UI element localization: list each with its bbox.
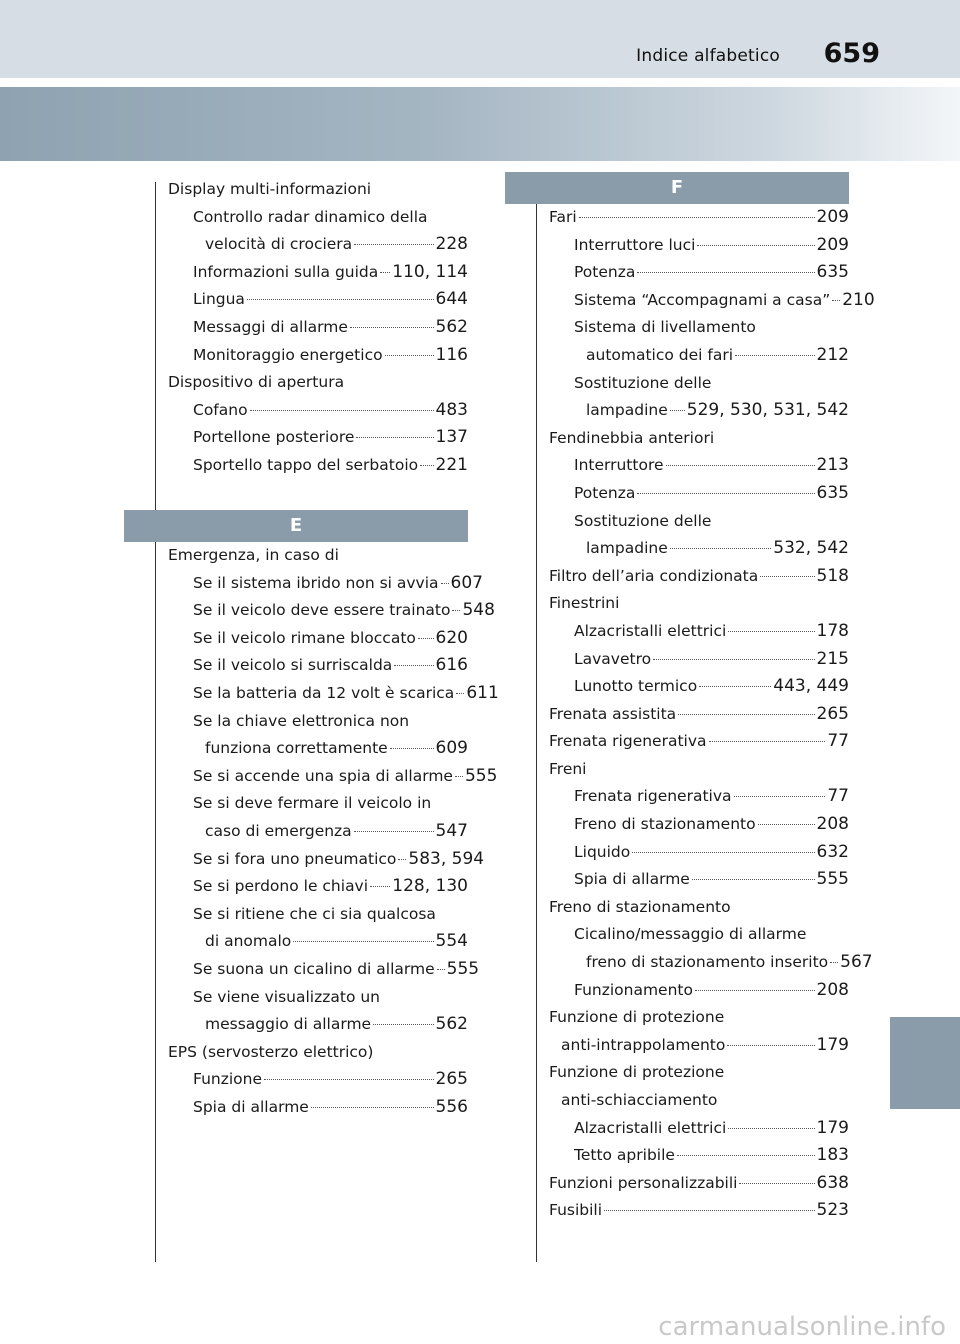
- leader-dots: [709, 741, 826, 742]
- entry-text: Se si accende una spia di allarme: [193, 766, 453, 785]
- index-entry: [168, 625, 468, 653]
- leader-dots: [677, 1155, 815, 1156]
- entry-text: lampadine: [586, 401, 668, 420]
- entry-page: 583, 594: [408, 848, 485, 869]
- leader-dots: [293, 941, 433, 942]
- entry-text: Liquido: [574, 842, 631, 861]
- entry-page: 567: [840, 952, 873, 973]
- leader-dots: [398, 859, 406, 860]
- index-entry: [168, 259, 468, 287]
- index-entry: [168, 597, 495, 625]
- entry-text: caso di emergenza: [205, 821, 352, 840]
- entry-text: anti-intrappolamento: [561, 1035, 726, 1054]
- leader-dots: [604, 1210, 815, 1211]
- entry-page: 221: [435, 454, 468, 475]
- index-entry: [549, 204, 849, 232]
- entry-page: 77: [827, 786, 849, 807]
- index-entry: Display multi-informazioni: [168, 180, 372, 198]
- leader-dots: [264, 1079, 434, 1080]
- leader-dots: [637, 493, 814, 494]
- entry-page: 215: [816, 648, 849, 669]
- index-entry: [549, 866, 849, 894]
- index-entry: [549, 783, 849, 811]
- index-entry: [168, 846, 485, 874]
- leader-dots: [394, 665, 433, 666]
- entry-page: 116: [435, 344, 468, 365]
- index-entry: Freno di stazionamento: [549, 897, 731, 916]
- entry-text: Se suona un cicalino di allarme: [193, 959, 435, 978]
- leader-dots: [452, 610, 460, 611]
- entry-page: 210: [842, 289, 875, 310]
- entry-page: 529, 530, 531, 542: [686, 400, 849, 421]
- left-column-d: [168, 176, 468, 480]
- entry-page: 213: [816, 455, 849, 476]
- entry-page: 555: [464, 765, 498, 786]
- entry-page: 554: [435, 931, 468, 952]
- entry-text: Interruttore luci: [574, 235, 696, 254]
- entry-text: Potenza: [574, 483, 636, 502]
- leader-dots: [354, 831, 434, 832]
- entry-text: Funzioni personalizzabili: [549, 1173, 738, 1192]
- entry-page: 183: [816, 1145, 849, 1166]
- index-entry: Emergenza, in caso di: [168, 546, 339, 564]
- leader-dots: [653, 659, 814, 660]
- entry-page: 265: [435, 1069, 468, 1090]
- index-entry: [549, 839, 849, 867]
- index-entry: [549, 535, 849, 563]
- leader-dots: [692, 879, 815, 880]
- right-divider: [536, 204, 537, 1262]
- index-entry: [549, 701, 849, 729]
- entry-text: Sportello tappo del serbatoio: [193, 455, 419, 474]
- leader-dots: [350, 327, 434, 328]
- index-entry: EPS (servosterzo elettrico): [168, 1042, 374, 1061]
- leader-dots: [735, 355, 815, 356]
- index-entry: Fendinebbia anteriori: [549, 428, 715, 447]
- entry-text: Se si perdono le chiavi: [193, 877, 369, 896]
- index-entry: Finestrini: [549, 594, 620, 613]
- index-entry: [549, 977, 849, 1005]
- entry-text: di anomalo: [205, 932, 292, 951]
- index-entry: [168, 1011, 468, 1039]
- entry-text: Fari: [549, 208, 577, 226]
- entry-page: 518: [816, 565, 849, 586]
- entry-page: 632: [816, 841, 849, 862]
- entry-text: Se il veicolo rimane bloccato: [193, 628, 416, 647]
- entry-text: Funzionamento: [574, 980, 693, 999]
- index-entry: Sostituzione delle: [574, 373, 712, 392]
- entry-page: 532, 542: [773, 538, 849, 559]
- index-entry: [549, 618, 849, 646]
- side-thumb-tab: [890, 1017, 960, 1109]
- entry-text: Monitoraggio energetico: [193, 345, 383, 364]
- leader-dots: [456, 693, 464, 694]
- entry-text: Interruttore: [574, 456, 664, 475]
- index-entry: [168, 652, 468, 680]
- entry-text: Fusibili: [549, 1201, 603, 1220]
- entry-text: lampadine: [586, 539, 668, 558]
- entry-page: 607: [450, 572, 483, 593]
- entry-text: Lingua: [193, 290, 245, 309]
- index-entry: Se viene visualizzato un: [193, 987, 380, 1006]
- index-entry: [549, 342, 849, 370]
- index-entry: [549, 673, 849, 701]
- index-entry: Dispositivo di apertura: [168, 373, 345, 392]
- index-entry: [549, 1032, 849, 1060]
- entry-page: 562: [435, 316, 468, 337]
- entry-page: 644: [435, 289, 468, 310]
- leader-dots: [637, 272, 814, 273]
- entry-page: 209: [816, 207, 849, 227]
- leader-dots: [760, 576, 814, 577]
- entry-text: Filtro dell’aria condizionata: [549, 566, 759, 585]
- entry-text: Potenza: [574, 263, 636, 282]
- leader-dots: [373, 1024, 433, 1025]
- leader-dots: [385, 355, 434, 356]
- index-entry: anti-schiacciamento: [561, 1091, 718, 1109]
- entry-page: 179: [816, 1117, 849, 1138]
- leader-dots: [441, 583, 449, 584]
- index-entry: [549, 728, 849, 756]
- entry-page: 110, 114: [392, 261, 468, 282]
- entry-text: funziona correttamente: [205, 739, 388, 758]
- index-entry: [168, 570, 483, 598]
- entry-page: 265: [816, 703, 849, 724]
- entry-text: Frenata rigenerativa: [549, 732, 707, 751]
- leader-dots: [670, 410, 685, 411]
- leader-dots: [666, 465, 815, 466]
- index-entry: [168, 231, 468, 259]
- watermark: carmanualsonline.info: [658, 1312, 946, 1342]
- entry-page: 547: [435, 820, 468, 841]
- entry-text: velocità di crociera: [205, 235, 353, 254]
- right-column-f: [549, 204, 875, 1225]
- index-entry: Cicalino/messaggio di allarme: [574, 925, 807, 944]
- entry-text: Se il veicolo deve essere trainato: [193, 601, 451, 620]
- index-entry: [549, 1142, 849, 1170]
- leader-dots: [455, 776, 463, 777]
- entry-text: Alzacristalli elettrici: [574, 1118, 727, 1137]
- index-entry: [549, 232, 849, 260]
- entry-page: 179: [816, 1034, 849, 1055]
- entry-page: 523: [816, 1200, 849, 1221]
- entry-text: Lunotto termico: [574, 677, 698, 696]
- index-entry: [549, 452, 849, 480]
- entry-text: Se il veicolo si surriscalda: [193, 656, 393, 675]
- entry-text: Frenata assistita: [549, 704, 677, 723]
- entry-page: 208: [816, 979, 849, 1000]
- leader-dots: [697, 245, 814, 246]
- entry-text: Spia di allarme: [193, 1097, 309, 1116]
- entry-page: 137: [435, 427, 468, 448]
- leader-dots: [695, 990, 815, 991]
- index-entry: [549, 287, 875, 315]
- index-entry: [549, 1170, 849, 1198]
- header-bar: [0, 0, 960, 78]
- index-entry: [549, 646, 849, 674]
- entry-text: Funzione: [193, 1070, 263, 1089]
- index-entry: [168, 956, 480, 984]
- entry-text: automatico dei fari: [586, 345, 734, 364]
- index-entry: Funzione di protezione: [549, 1063, 725, 1082]
- entry-page: 609: [435, 738, 468, 759]
- entry-text: Lavavetro: [574, 649, 652, 668]
- entry-page: 562: [435, 1014, 468, 1035]
- entry-page: 212: [816, 344, 849, 365]
- leader-dots: [699, 686, 771, 687]
- index-entry: [549, 811, 849, 839]
- entry-text: Tetto apribile: [574, 1146, 675, 1165]
- leader-dots: [734, 796, 826, 797]
- index-entry: [168, 1066, 468, 1094]
- leader-dots: [728, 631, 814, 632]
- leader-dots: [311, 1107, 434, 1108]
- section-header-f: F: [505, 172, 849, 204]
- left-column-e: [168, 542, 499, 1121]
- index-entry: [549, 949, 873, 977]
- entry-page: 209: [816, 234, 849, 255]
- index-entry: [549, 259, 849, 287]
- page-number: 659: [823, 38, 880, 69]
- leader-dots: [354, 244, 433, 245]
- entry-text: Sistema “Accompagnami a casa”: [574, 290, 831, 309]
- leader-dots: [832, 300, 840, 301]
- entry-page: 483: [435, 399, 468, 420]
- leader-dots: [727, 1045, 814, 1046]
- index-entry: Se si deve fermare il veicolo in: [193, 794, 432, 813]
- entry-text: Alzacristalli elettrici: [574, 621, 727, 640]
- leader-dots: [420, 465, 433, 466]
- index-entry: [168, 873, 468, 901]
- index-entry: Se si ritiene che ci sia qualcosa: [193, 904, 436, 923]
- leader-dots: [437, 969, 445, 970]
- left-divider: [155, 182, 156, 1262]
- leader-dots: [728, 1128, 814, 1129]
- entry-page: 208: [816, 814, 849, 835]
- leader-dots: [830, 962, 838, 963]
- entry-text: Freno di stazionamento: [574, 815, 756, 834]
- entry-page: 555: [446, 958, 480, 979]
- index-entry: Sistema di livellamento: [574, 318, 756, 337]
- leader-dots: [250, 410, 434, 411]
- entry-page: 635: [816, 262, 849, 283]
- entry-text: Se la batteria da 12 volt è scarica: [193, 683, 455, 702]
- leader-dots: [356, 437, 433, 438]
- entry-page: 555: [816, 869, 849, 890]
- entry-page: 443, 449: [773, 676, 849, 697]
- entry-page: 611: [466, 682, 499, 703]
- entry-text: Messaggi di allarme: [193, 317, 348, 336]
- leader-dots: [579, 217, 815, 218]
- index-entry: Funzione di protezione: [549, 1008, 725, 1027]
- entry-text: Se il sistema ibrido non si avvia: [193, 573, 439, 592]
- entry-text: Frenata rigenerativa: [574, 787, 732, 806]
- index-entry: [168, 452, 468, 480]
- entry-text: Informazioni sulla guida: [193, 262, 379, 281]
- entry-page: 638: [816, 1172, 849, 1193]
- index-entry: [549, 480, 849, 508]
- entry-text: Spia di allarme: [574, 870, 690, 889]
- index-entry: [168, 397, 468, 425]
- index-entry: [168, 818, 468, 846]
- leader-dots: [247, 299, 434, 300]
- entry-text: Cofano: [193, 400, 248, 419]
- entry-text: messaggio di allarme: [205, 1015, 372, 1034]
- entry-text: Portellone posteriore: [193, 428, 355, 447]
- leader-dots: [678, 714, 814, 715]
- index-entry: [168, 680, 499, 708]
- index-entry: [168, 735, 468, 763]
- entry-page: 548: [462, 600, 495, 621]
- entry-text: freno di stazionamento inserito: [586, 953, 829, 972]
- index-entry: [549, 1115, 849, 1143]
- entry-page: 128, 130: [392, 876, 468, 897]
- entry-page: 77: [827, 731, 849, 752]
- index-entry: Controllo radar dinamico della: [193, 207, 428, 226]
- index-entry: [549, 1197, 849, 1225]
- entry-text: Se si fora uno pneumatico: [193, 849, 397, 868]
- index-entry: [168, 342, 468, 370]
- index-entry: [549, 397, 849, 425]
- page-title: Indice alfabetico: [636, 46, 780, 66]
- index-entry: [168, 1094, 468, 1122]
- entry-page: 616: [435, 655, 468, 676]
- index-entry: [168, 286, 468, 314]
- entry-page: 620: [435, 627, 468, 648]
- leader-dots: [670, 548, 772, 549]
- entry-page: 635: [816, 482, 849, 503]
- index-entry: Se la chiave elettronica non: [193, 711, 410, 730]
- leader-dots: [758, 824, 815, 825]
- leader-dots: [418, 638, 434, 639]
- index-entry: [549, 563, 849, 591]
- leader-dots: [380, 272, 390, 273]
- leader-dots: [370, 886, 390, 887]
- entry-page: 228: [435, 234, 468, 255]
- leader-dots: [632, 852, 814, 853]
- section-header-e: E: [124, 510, 468, 542]
- index-entry: [168, 314, 468, 342]
- index-entry: [168, 424, 468, 452]
- leader-dots: [390, 748, 434, 749]
- index-entry: [168, 928, 468, 956]
- entry-page: 556: [435, 1096, 468, 1117]
- leader-dots: [739, 1183, 814, 1184]
- index-entry: Freni: [549, 759, 587, 778]
- index-entry: Sostituzione delle: [574, 511, 712, 530]
- header-band: [0, 87, 960, 161]
- index-entry: [168, 763, 498, 791]
- entry-page: 178: [816, 620, 849, 641]
